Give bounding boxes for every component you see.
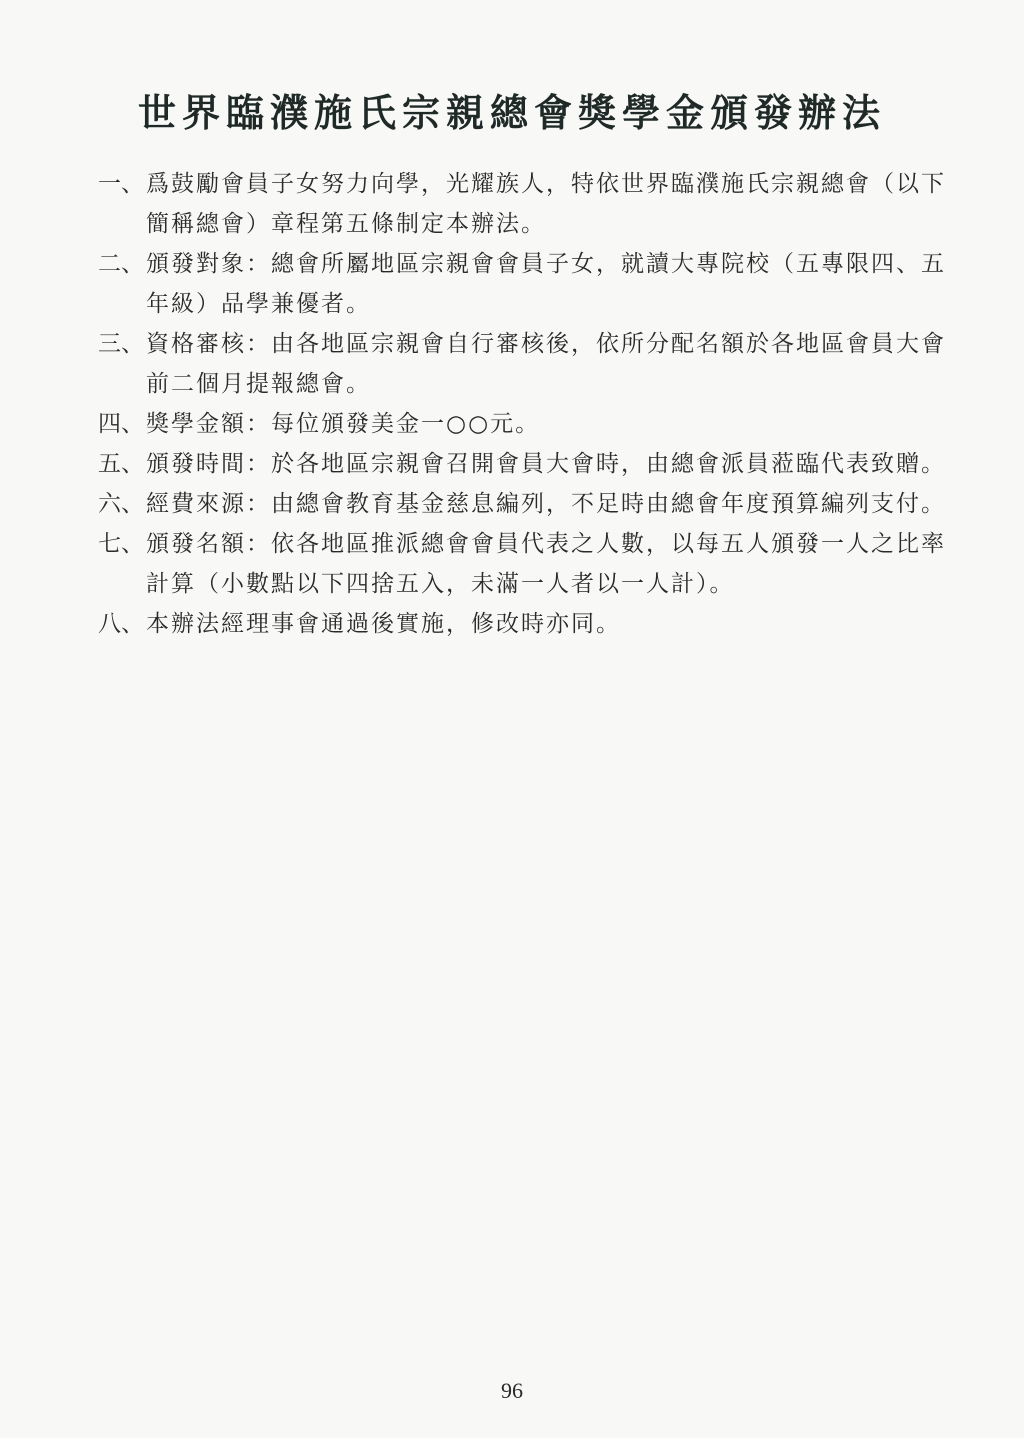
article-number: 四、 [98,411,144,437]
document-title: 世界臨濮施氏宗親總會獎學金頒發辦法 [137,90,886,135]
article-number: 八、 [98,611,144,637]
article-number: 五、 [98,451,144,477]
article-number: 三、 [98,331,144,357]
article-6 [98,484,968,524]
article-text: 爲鼓勵會員子女努力向學，光耀族人，特依世界臨濮施氏宗親總會（以下簡稱總會）章程第五條制定本辦法。 [146,171,946,237]
article-text: 頒發對象：總會所屬地區宗親會會員子女，就讀大專院校（五專限四、五年級）品學兼優者。 [146,251,946,317]
article-text: 頒發名額：依各地區推派總會會員代表之人數，以每五人頒發一人之比率計算（小數點以下四捨五入，未滿一人者以一人計）。 [146,531,946,597]
article-7 [98,524,968,604]
article-4 [98,404,968,444]
article-text: 獎學金額：每位頒發美金一○○元。 [146,411,541,437]
article-2 [98,244,968,324]
article-number: 二、 [98,251,144,277]
article-number: 七、 [98,531,144,557]
article-text: 經費來源：由總會教育基金慈息編列，不足時由總會年度預算編列支付。 [146,491,946,517]
article-text: 本辦法經理事會通過後實施，修改時亦同。 [146,611,621,637]
article-5 [98,444,968,484]
article-3 [98,324,968,404]
article-1 [98,164,968,244]
article-8 [98,604,968,644]
page-number: 96 [501,1378,523,1403]
article-text: 頒發時間：於各地區宗親會召開會員大會時，由總會派員蒞臨代表致贈。 [146,451,946,477]
article-number: 六、 [98,491,144,517]
article-number: 一、 [98,171,144,197]
article-list [98,164,968,644]
article-text: 資格審核：由各地區宗親會自行審核後，依所分配名額於各地區會員大會前二個月提報總會。 [146,331,946,397]
